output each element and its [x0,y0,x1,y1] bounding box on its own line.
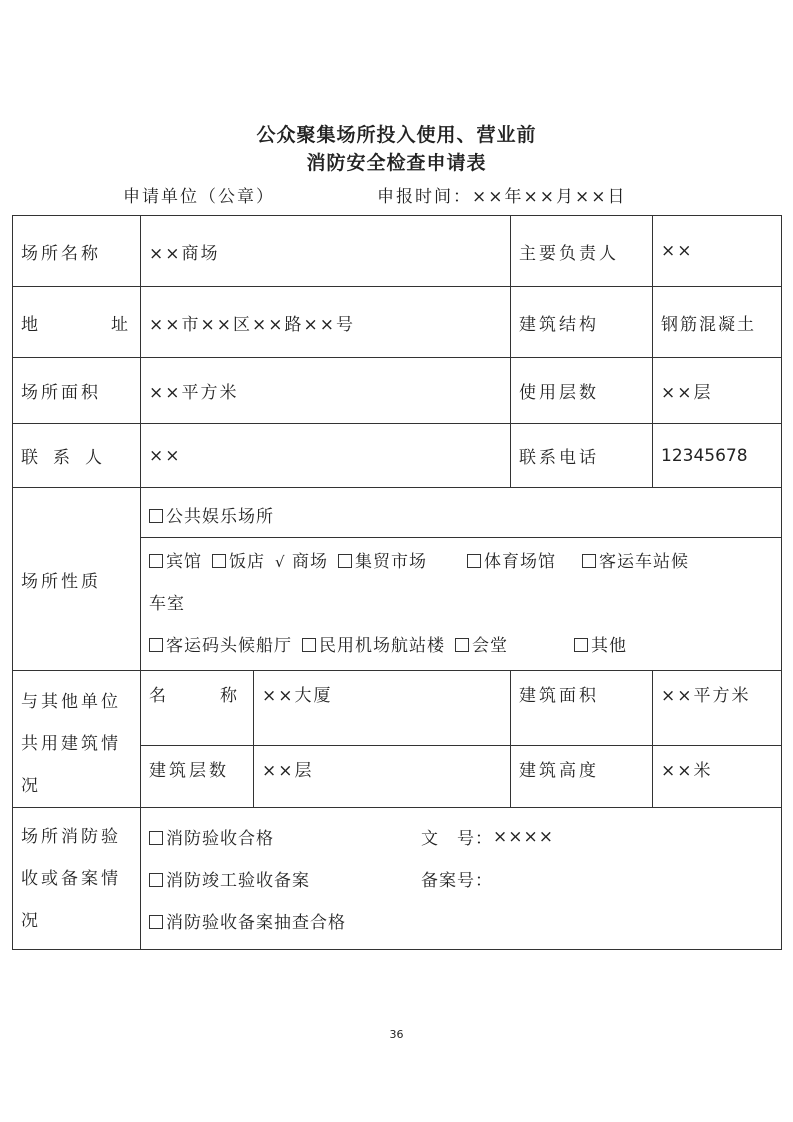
checkbox-icon[interactable] [455,638,469,652]
table-row [13,358,782,424]
report-time [377,182,626,207]
shared-floors-value[interactable]: ××层 [254,745,511,807]
checkbox-icon[interactable] [149,554,163,568]
fire-acceptance-options [141,808,782,950]
nature-line-1 [141,493,781,538]
venue-name-label: 场所名称 [13,216,141,287]
table-row [13,424,782,488]
checkbox-icon[interactable] [149,831,163,845]
table-row [13,287,782,358]
shared-name-value[interactable]: ××大厦 [254,671,511,746]
checkbox-icon[interactable] [467,554,481,568]
report-time-label: 申报时间： [377,187,472,207]
venue-nature-label: 场所性质 [13,488,141,671]
shared-height-label: 建筑高度 [511,745,653,807]
shared-area-label: 建筑面积 [511,671,653,746]
nature-option-market[interactable]: 集贸市场 [338,547,427,572]
report-time-value: ××年××月××日 [472,187,627,207]
applicant-label: 申请单位（公章） [123,187,275,207]
nature-option-airport-terminal[interactable]: 民用机场航站楼 [302,631,445,656]
acceptance-option-passed[interactable]: 消防验收合格 [149,824,421,849]
contact-value[interactable]: ×× [141,424,511,488]
nature-option-ferry-terminal[interactable]: 客运码头候船厅 [149,631,292,656]
checkbox-icon[interactable] [149,915,163,929]
nature-option-stadium[interactable]: 体育场馆 [467,547,556,572]
shared-name-label [141,671,254,746]
form-title-line2: 消防安全检查申请表 [306,152,487,174]
checkbox-icon[interactable] [574,638,588,652]
record-number-label: 备案号： [421,871,493,891]
nature-line-4 [149,622,781,666]
nature-option-mall[interactable]: √ 商场 [275,552,328,572]
nature-option-bus-station[interactable]: 客运车站候 [582,547,689,572]
area-label: 场所面积 [13,358,141,424]
structure-label: 建筑结构 [511,287,653,358]
page-number: 36 [389,1028,404,1041]
shared-floors-label: 建筑层数 [141,745,254,807]
manager-value[interactable]: ×× [653,216,782,287]
nature-option-restaurant[interactable]: 饭店 [212,547,265,572]
nature-option-other[interactable]: 其他 [574,631,627,656]
acceptance-row-2 [149,858,773,900]
check-mark-icon[interactable]: √ [275,553,286,571]
address-value[interactable]: ××市××区××路××号 [141,287,511,358]
table-row [13,808,782,950]
address-label [13,287,141,358]
venue-name-value[interactable]: ××商场 [141,216,511,287]
phone-value[interactable]: 12345678 [653,424,782,488]
checkbox-icon[interactable] [582,554,596,568]
checkbox-icon[interactable] [149,873,163,887]
nature-option-hall[interactable]: 会堂 [455,631,508,656]
form-title-line1: 公众聚集场所投入使用、营业前 [256,124,537,146]
nature-line-2 [149,538,781,582]
shared-height-value[interactable]: ××米 [653,745,782,807]
checkbox-icon[interactable] [149,638,163,652]
phone-label: 联系电话 [511,424,653,488]
checkbox-icon[interactable] [302,638,316,652]
contact-label [13,424,141,488]
acceptance-row-1 [149,816,773,858]
manager-label: 主要负责人 [511,216,653,287]
acceptance-option-spot-check[interactable]: 消防验收备案抽查合格 [149,908,421,933]
table-row [13,216,782,287]
area-value[interactable]: ××平方米 [141,358,511,424]
shared-name-label-b: 称 [220,686,237,706]
acceptance-option-record[interactable]: 消防竣工验收备案 [149,866,421,891]
shared-building-label: 与其他单位共用建筑情况 [13,671,141,808]
document-number-label: 文 号： [421,829,493,849]
checkbox-icon[interactable] [212,554,226,568]
contact-label-a: 联 [21,448,38,468]
checkbox-icon[interactable] [338,554,352,568]
checkbox-icon[interactable] [149,509,163,523]
floors-used-label: 使用层数 [511,358,653,424]
shared-name-label-a: 名 [149,686,166,706]
nature-wrap-text: 车室 [149,594,185,614]
document-number-value[interactable]: ×××× [493,826,554,847]
contact-label-b: 系 [53,448,70,468]
fire-acceptance-label: 场所消防验收或备案情况 [13,808,141,950]
structure-value[interactable]: 钢筋混凝土 [653,287,782,358]
shared-area-value[interactable]: ××平方米 [653,671,782,746]
application-form-table [12,215,782,950]
address-label-b: 址 [111,314,128,335]
table-row [13,671,782,746]
floors-used-value[interactable]: ××层 [653,358,782,424]
address-label-a: 地 [21,314,38,335]
nature-option-hotel[interactable]: 宾馆 [149,547,202,572]
nature-option-public-entertainment[interactable]: 公共娱乐场所 [149,502,274,527]
table-row [13,488,782,671]
venue-nature-options [141,488,782,671]
contact-label-c: 人 [85,448,102,468]
acceptance-row-3 [149,900,773,942]
nature-line-3 [149,582,781,622]
